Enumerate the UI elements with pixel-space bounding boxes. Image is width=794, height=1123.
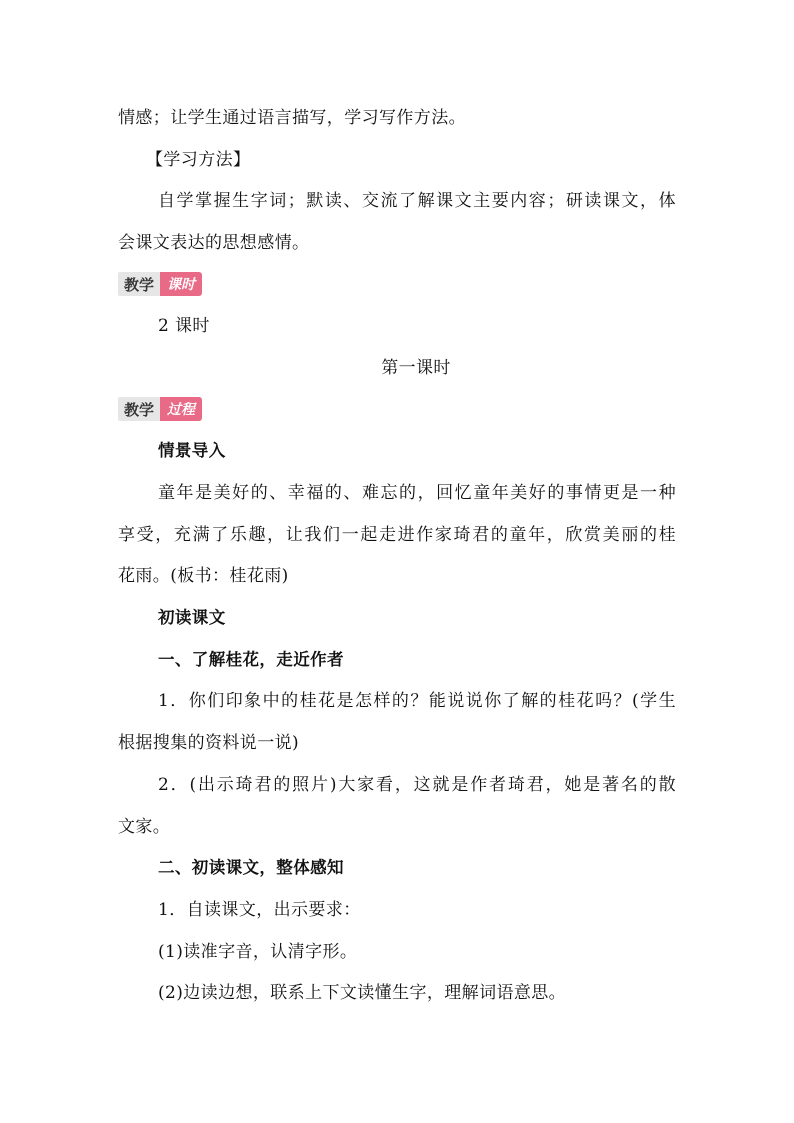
text-line: 情感；让学生通过语言描写，学习写作方法。	[118, 108, 466, 128]
badge-label: 教学	[118, 397, 160, 421]
text-line: (1)读准字音，认清字形。	[158, 942, 358, 962]
section-heading-learning-methods: 【学习方法】	[146, 150, 251, 170]
text-line: 1．你们印象中的桂花是怎样的？能说说你了解的桂花吗？(学生	[158, 691, 676, 711]
text-line: 花雨。(板书：桂花雨)	[118, 566, 289, 586]
text-line: 1．自读课文，出示要求：	[158, 900, 361, 920]
text-line: 2．(出示琦君的照片)大家看，这就是作者琦君，她是著名的散	[158, 775, 676, 795]
section-heading: 初读课文	[158, 608, 226, 627]
subsection-heading: 二、初读课文，整体感知	[158, 858, 344, 877]
text-line: 根据搜集的资料说一说)	[118, 733, 300, 753]
text-line: 享受，充满了乐趣，让我们一起走进作家琦君的童年，欣赏美丽的桂	[118, 525, 676, 545]
badge-tag: 过程	[160, 397, 202, 421]
teaching-process-badge	[118, 397, 202, 421]
text-line: 童年是美好的、幸福的、难忘的，回忆童年美好的事情更是一种	[158, 483, 676, 503]
section-heading: 情景导入	[158, 441, 226, 460]
teaching-hours-badge	[118, 272, 202, 296]
text-line: 会课文表达的思想感情。	[118, 233, 310, 253]
badge-label: 教学	[118, 272, 160, 296]
text-line: 文家。	[118, 817, 171, 837]
text-line: 自学掌握生字词；默读、交流了解课文主要内容；研读课文，体	[158, 191, 676, 211]
badge-tag: 课时	[160, 272, 202, 296]
subsection-heading: 一、了解桂花，走近作者	[158, 650, 344, 669]
lesson-title: 第一课时	[381, 358, 451, 378]
text-line: (2)边读边想，联系上下文读懂生字，理解词语意思。	[158, 983, 567, 1003]
text-line: 2 课时	[158, 316, 210, 336]
